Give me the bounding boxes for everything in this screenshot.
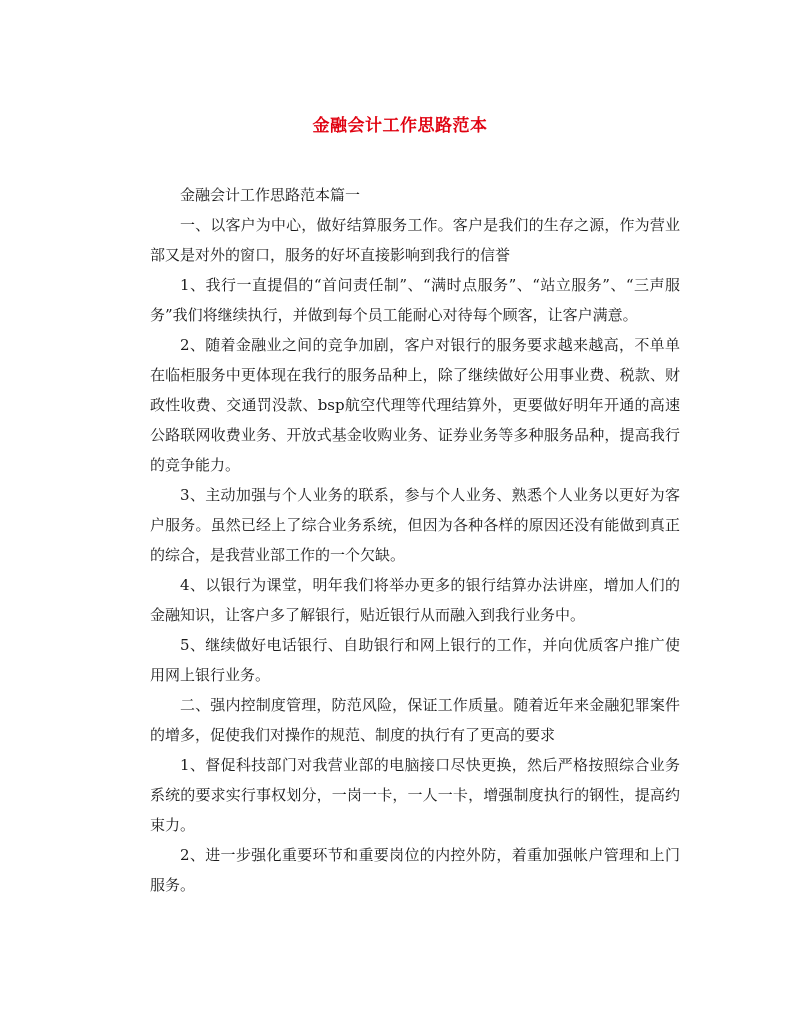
document-title: 金融会计工作思路范本 (312, 116, 488, 136)
paragraph: 2、进一步强化重要环节和重要岗位的内控外防，着重加强帐户管理和上门服务。 (150, 846, 680, 894)
paragraph: 4、以银行为课堂，明年我们将举办更多的银行结算办法讲座，增加人们的金融知识，让客户多了解银行，贴近银行从而融入到我行业务中。 (150, 576, 680, 624)
paragraph: 5、继续做好电话银行、自助银行和网上银行的工作，并向优质客户推广使用网上银行业务。 (150, 636, 680, 684)
paragraph: 1、督促科技部门对我营业部的电脑接口尽快更换，然后严格按照综合业务系统的要求实行事权划分，一岗一卡，一人一卡，增强制度执行的钢性，提高约束力。 (150, 756, 680, 834)
paragraph: 一、以客户为中心，做好结算服务工作。客户是我们的生存之源，作为营业部又是对外的窗口，服务的好坏直接影响到我行的信誉 (150, 216, 680, 264)
paragraph: 3、主动加强与个人业务的联系，参与个人业务、熟悉个人业务以更好为客户服务。虽然已经上了综合业务系统，但因为各种各样的原因还没有能做到真正的综合，是我营业部工作的一个欠缺。 (150, 486, 680, 564)
paragraph: 2、随着金融业之间的竞争加剧，客户对银行的服务要求越来越高，不单单在临柜服务中更体现在我行的服务品种上，除了继续做好公用事业费、税款、财政性收费、交通罚没款、bsp航空代理等代理结算外，更要做好明年开通的高速公路联网收费业务、开放式基金收购业务、证券业务等多种服务品种，提高我行的竞争能力。 (150, 336, 680, 474)
paragraph: 1、我行一直提倡的“首问责任制”、“满时点服务”、“站立服务”、“三声服务”我们将继续执行，并做到每个员工能耐心对待每个顾客，让客户满意。 (150, 276, 680, 324)
document-body (150, 180, 680, 900)
paragraph: 二、强内控制度管理，防范风险，保证工作质量。随着近年来金融犯罪案件的增多，促使我们对操作的规范、制度的执行有了更高的要求 (150, 696, 680, 744)
paragraph-heading: 金融会计工作思路范本篇一 (180, 186, 361, 204)
